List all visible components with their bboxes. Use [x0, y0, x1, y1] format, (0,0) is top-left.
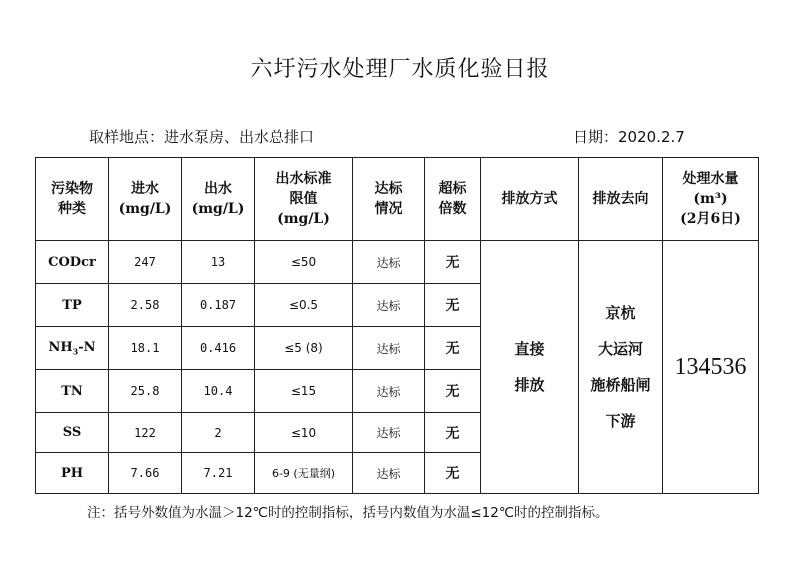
- header-influent: 进水 (mg/L): [109, 158, 182, 241]
- status-cell: 达标: [353, 413, 425, 453]
- status-cell: 达标: [353, 241, 425, 284]
- standard-cell: ≤10: [255, 413, 353, 453]
- influent-cell: 7.66: [109, 453, 182, 494]
- exceed-cell: 无: [425, 370, 481, 413]
- status-cell: 达标: [353, 327, 425, 370]
- standard-cell: ≤5 (8): [255, 327, 353, 370]
- influent-cell: 247: [109, 241, 182, 284]
- header-volume: 处理水量 (m³) (2月6日): [663, 158, 759, 241]
- effluent-cell: 0.187: [182, 284, 255, 327]
- pollutant-cell: $NH_3-N$: [36, 327, 109, 370]
- page-title: 六圩污水处理厂水质化验日报: [250, 57, 550, 82]
- exceed-cell: 无: [425, 241, 481, 284]
- pollutant-cell: PH: [36, 453, 109, 494]
- effluent-cell: 13: [182, 241, 255, 284]
- influent-cell: 18.1: [109, 327, 182, 370]
- header-compliance: 达标 情况: [353, 158, 425, 241]
- pollutant-cell: CODcr: [36, 241, 109, 284]
- table-row: [36, 241, 759, 284]
- report-date: 日期：2020.2.7: [573, 128, 685, 146]
- header-discharge-destination: 排放去向: [579, 158, 663, 241]
- header-row: [36, 158, 759, 241]
- influent-cell: 2.58: [109, 284, 182, 327]
- header-exceed: 超标 倍数: [425, 158, 481, 241]
- effluent-cell: 0.416: [182, 327, 255, 370]
- pollutant-cell: SS: [36, 413, 109, 453]
- effluent-cell: 10.4: [182, 370, 255, 413]
- influent-cell: 25.8: [109, 370, 182, 413]
- influent-cell: 122: [109, 413, 182, 453]
- treated-volume-cell: 134536: [663, 241, 759, 494]
- header-effluent: 出水 (mg/L): [182, 158, 255, 241]
- header-pollutant: 污染物 种类: [36, 158, 109, 241]
- sampling-location: 取样地点：进水泵房、出水总排口: [89, 128, 315, 146]
- footnote: 注：括号外数值为水温＞12℃时的控制指标，括号内数值为水温≤12℃时的控制指标。: [87, 505, 609, 521]
- status-cell: 达标: [353, 284, 425, 327]
- pollutant-cell: TP: [36, 284, 109, 327]
- standard-cell: ≤15: [255, 370, 353, 413]
- discharge-method-cell: 直接 排放: [481, 241, 579, 494]
- header-discharge-method: 排放方式: [481, 158, 579, 241]
- effluent-cell: 2: [182, 413, 255, 453]
- water-quality-table: [35, 157, 759, 494]
- status-cell: 达标: [353, 370, 425, 413]
- header-standard: 出水标准 限值 (mg/L): [255, 158, 353, 241]
- exceed-cell: 无: [425, 413, 481, 453]
- exceed-cell: 无: [425, 284, 481, 327]
- exceed-cell: 无: [425, 453, 481, 494]
- discharge-destination-cell: 京杭 大运河 施桥船闸 下游: [579, 241, 663, 494]
- standard-cell: 6-9 (无量纲): [255, 453, 353, 494]
- effluent-cell: 7.21: [182, 453, 255, 494]
- pollutant-cell: TN: [36, 370, 109, 413]
- standard-cell: ≤0.5: [255, 284, 353, 327]
- exceed-cell: 无: [425, 327, 481, 370]
- status-cell: 达标: [353, 453, 425, 494]
- standard-cell: ≤50: [255, 241, 353, 284]
